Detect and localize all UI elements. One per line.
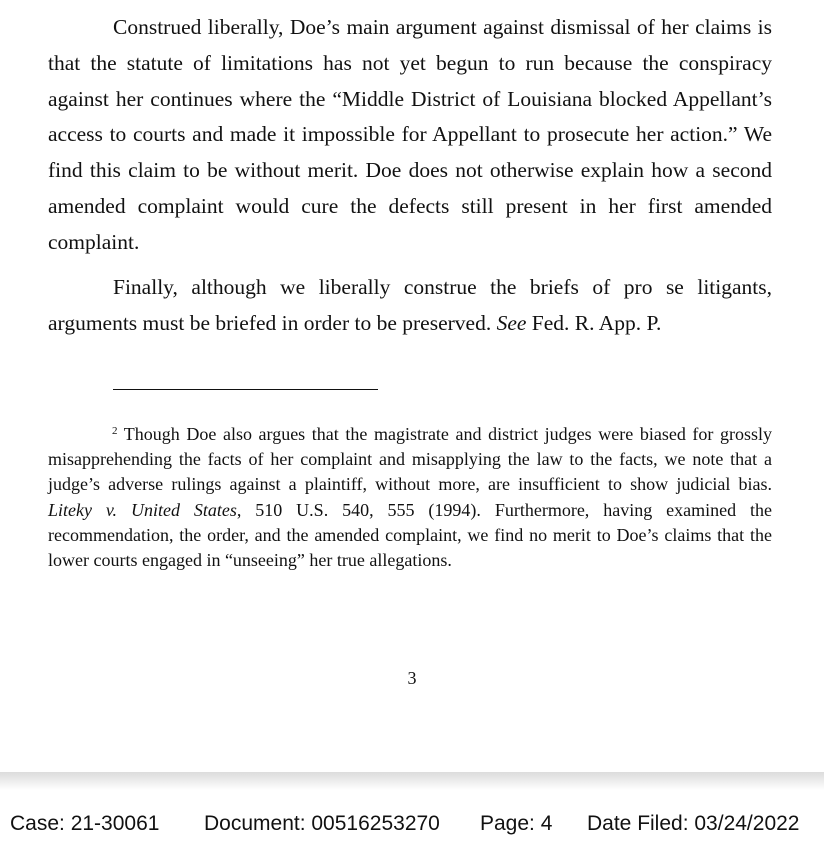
signal-see: See <box>496 310 527 335</box>
next-page-header <box>0 790 824 847</box>
footnote-marker: 2 <box>112 425 118 437</box>
footnote-separator <box>113 389 378 390</box>
date-filed: Date Filed: 03/24/2022 <box>587 812 800 835</box>
footnote-case-name: Liteky v. United States <box>48 499 237 520</box>
case-number: Case: 21-30061 <box>10 812 160 835</box>
body-paragraph-2 <box>48 270 772 342</box>
footnote-text-2: , 510 U.S. 540, 555 (1994). Furthermore, having examined the recommendation, the order, and the amended complaint, we find no merit to Doe’s claims that the lower courts engaged in “unseeing” her true allegations. <box>48 499 772 571</box>
paragraph-2-text: Finally, although we liberally construe the briefs of pro se litigants, arguments must be briefed in order to be preserved. <box>48 275 772 335</box>
footnote-text-1: Though Doe also argues that the magistrate and district judges were biased for grossly misapprehending the facts of her complaint and misapplying the law to the facts, we note that a judge’s adverse rulings against a plaintiff, without more, are insufficient to show judicial bias. <box>48 424 772 495</box>
page-number: 3 <box>407 668 417 688</box>
paragraph-2-citation: Fed. R. App. P. <box>531 310 662 335</box>
document-number: Document: 00516253270 <box>204 812 440 835</box>
body-paragraph-1: Construed liberally, Doe’s main argument against dismissal of her claims is that the statute of limitations has not yet begun to run because the conspiracy against her continues where the “Middle District of Louisiana blocked Appellant’s access to courts and made it impossible for Appellant to prosecute her action.” We find this claim to be without merit. Doe does not otherwise explain how a second amended complaint would cure the defects still present in her first amended complaint. <box>48 15 772 254</box>
page-indicator: Page: 4 <box>480 812 553 835</box>
page-gap <box>0 772 824 790</box>
footnote-2 <box>48 422 772 573</box>
